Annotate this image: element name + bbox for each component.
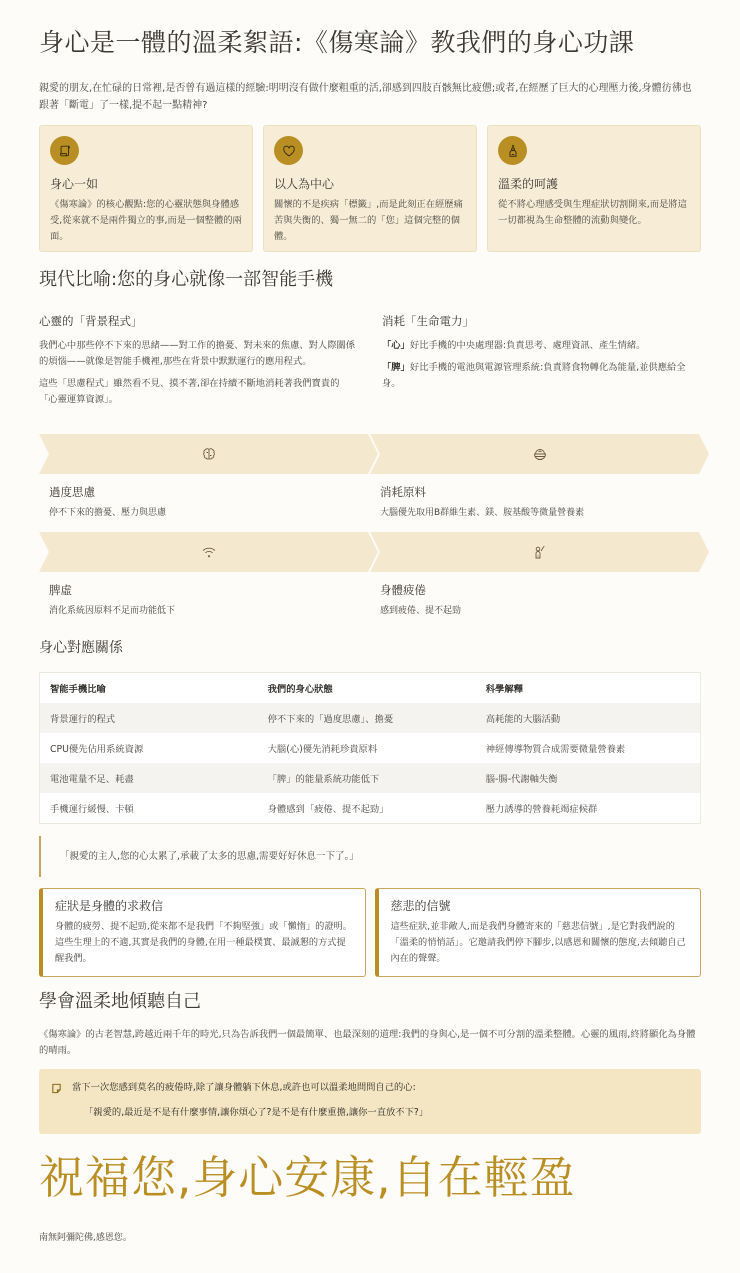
metaphor-heading: 現代比喻:您的身心就像一部智能手機 (39, 269, 334, 290)
table-cell: 大腦(心)優先消耗珍貴原料 (258, 733, 476, 763)
column-paragraph: 我們心中那些停不下來的思緒——對工作的擔憂、對未來的焦慮、對人際關係的煩惱——就像是智能手機裡,那些在背景中默默運行的應用程式。 (39, 340, 356, 367)
card-text: 從不將心理感受與生理症狀切割開來,而是將這一切都視為生命整體的流動與變化。 (498, 199, 687, 226)
spleen-text: 好比手機的電池與電源管理系統:負責將食物轉化為能量,並供應給全身。 (382, 362, 686, 389)
blessing-heading: 祝福您,身心安康,自在輕盈 (39, 1151, 576, 1204)
flow-desc: 消化系統因原料不足而功能低下 (49, 606, 176, 616)
heart-icon (274, 136, 303, 165)
intro-paragraph: 親愛的朋友,在忙碌的日常裡,是否曾有過這樣的經驗:明明沒有做什麼粗重的活,卻感到四肢百骸無比疲憊;或者,在經歷了巨大的心理壓力後,身體彷彿也跟著「斷電」了一樣,提不起一點精神? (39, 83, 692, 111)
column-paragraph: 這些「思慮程式」雖然看不見、摸不著,卻在持續不斷地消耗著我們寶貴的「心靈運算資源」。 (39, 378, 340, 405)
heart-text: 好比手機的中央處理器:負責思考、處理資訊、產生情緒。 (409, 340, 646, 351)
table-cell: 手機運行緩慢、卡頓 (40, 793, 258, 824)
flow-text (370, 572, 701, 630)
reflection-tip-box (39, 1069, 701, 1134)
table-row (40, 703, 701, 733)
card-text: 關懷的不是疾病「標籤」,而是此刻正在經歷痛苦與失衡的、獨一無二的「您」這個完整的個體。 (274, 199, 463, 242)
tip-line (51, 1081, 689, 1095)
signal-card-distress (39, 888, 366, 977)
person-care-icon (498, 136, 527, 165)
table-cell: 停不下來的「過度思慮」、擔憂 (258, 703, 476, 733)
spleen-paragraph (382, 360, 701, 392)
signal-text: 這些症狀,並非敵人,而是我們身體寄來的「慈悲信號」,是它對我們說的「溫柔的悄悄話」。它邀請我們停下腳步,以感恩和關懷的態度,去傾聽自己內在的聲聲。 (390, 921, 686, 964)
flow-title: 身體疲倦 (380, 583, 426, 597)
column-title: 消耗「生命電力」 (382, 314, 474, 328)
listen-paragraph: 《傷寒論》的古老智慧,跨越近兩千年的時光,只為告訴我們一個最簡單、也最深刻的道理:我們的身與心,是一個不可分割的溫柔整體。心靈的風雨,終將顯化為身體的晴雨。 (39, 1029, 696, 1056)
flow-step-overthinking (39, 434, 370, 532)
signal-card-compassion (375, 888, 702, 977)
card-title: 以人為中心 (274, 177, 335, 191)
weak-signal-icon (201, 544, 217, 560)
table-cell: CPU優先佔用系統資源 (40, 733, 258, 763)
table-cell: 「脾」的能量系統功能低下 (258, 763, 476, 793)
page-title: 身心是一體的溫柔絮語:《傷寒論》教我們的身心功課 (39, 28, 635, 57)
table-row (40, 763, 701, 793)
table-cell: 壓力誘導的營養耗竭症候群 (476, 793, 701, 824)
card-title: 身心一如 (50, 177, 99, 191)
tired-person-icon (532, 544, 548, 560)
column-title: 心靈的「背景程式」 (39, 314, 143, 328)
flow-desc: 大腦優先取用B群維生素、鎂、胺基酸等微量營養素 (380, 508, 585, 518)
brain-icon (201, 446, 217, 462)
bowl-icon (532, 446, 548, 462)
note-icon (51, 1083, 62, 1094)
flow-text (370, 474, 701, 532)
spleen-label: 「脾」 (382, 362, 410, 373)
background-programs-column (39, 313, 358, 414)
flow-text (39, 474, 370, 532)
flow-desc: 停不下來的擔憂、壓力與思慮 (49, 508, 167, 518)
life-power-column (382, 313, 701, 414)
tip-text: 當下一次您感到莫名的疲倦時,除了讓身體躺下休息,或許也可以溫柔地問問自己的心: (72, 1082, 416, 1093)
table-cell: 身體感到「疲倦、提不起勁」 (258, 793, 476, 824)
heart-label: 「心」 (382, 340, 410, 351)
chevron-banner (39, 434, 378, 474)
flow-desc: 感到疲倦、提不起勁 (380, 606, 462, 616)
flow-step-spleen-deficiency (39, 532, 370, 630)
body-message-quote: 「親愛的主人,您的心太累了,承載了太多的思慮,需要好好休息一下了。」 (39, 836, 701, 877)
table-cell: 神經傳導物質合成需要微量營養素 (476, 733, 701, 763)
signal-title: 慈悲的信號 (390, 899, 451, 913)
table-heading: 身心對應關係 (39, 640, 123, 656)
heart-paragraph (382, 338, 701, 354)
flow-text (39, 572, 370, 630)
process-flow (39, 434, 701, 630)
table-header-row (40, 673, 701, 704)
chevron-banner (39, 532, 378, 572)
table-row (40, 793, 701, 824)
flow-title: 過度思慮 (49, 485, 95, 499)
flow-title: 脾虛 (49, 583, 72, 597)
signal-cards (39, 888, 701, 977)
scroll-icon (50, 136, 79, 165)
card-text: 《傷寒論》的核心觀點:您的心靈狀態與身體感受,從來就不是兩件獨立的事,而是一個整體的兩面。 (50, 199, 242, 242)
chevron-banner (370, 532, 709, 572)
flow-step-fatigue (370, 532, 701, 630)
table-cell: 背景運行的程式 (40, 703, 258, 733)
table-cell: 電池電量不足、耗盡 (40, 763, 258, 793)
listen-heading: 學會溫柔地傾聽自己 (39, 991, 201, 1012)
column-header: 智能手機比喻 (40, 673, 258, 704)
table-cell: 腦-腸-代謝軸失衡 (476, 763, 701, 793)
tip-quote: 「親愛的,最近是不是有什麼事情,讓你煩心了?是不是有什麼重擔,讓你一直放不下?」 (84, 1107, 429, 1118)
column-header: 我們的身心狀態 (258, 673, 476, 704)
signoff-text: 南無阿彌陀佛,感恩您。 (39, 1233, 132, 1243)
feature-card-gentle-care (487, 125, 701, 252)
chevron-banner (370, 434, 709, 474)
feature-cards (39, 125, 701, 252)
signal-title: 症狀是身體的求救信 (55, 899, 164, 913)
metaphor-columns (39, 313, 701, 414)
signal-text: 身體的疲勞、提不起勁,從來都不是我們「不夠堅強」或「懶惰」的證明。這些生理上的不適,其實是我們的身體,在用一種最樸實、最誠懇的方式提醒我們。 (55, 921, 352, 964)
column-header: 科學解釋 (476, 673, 701, 704)
feature-card-unity (39, 125, 253, 252)
table-row (40, 733, 701, 763)
flow-title: 消耗原料 (380, 485, 426, 499)
flow-step-consume-nutrients (370, 434, 701, 532)
card-title: 溫柔的呵護 (498, 177, 559, 191)
feature-card-person-centered (263, 125, 477, 252)
correspondence-table (39, 672, 701, 824)
table-cell: 高耗能的大腦活動 (476, 703, 701, 733)
